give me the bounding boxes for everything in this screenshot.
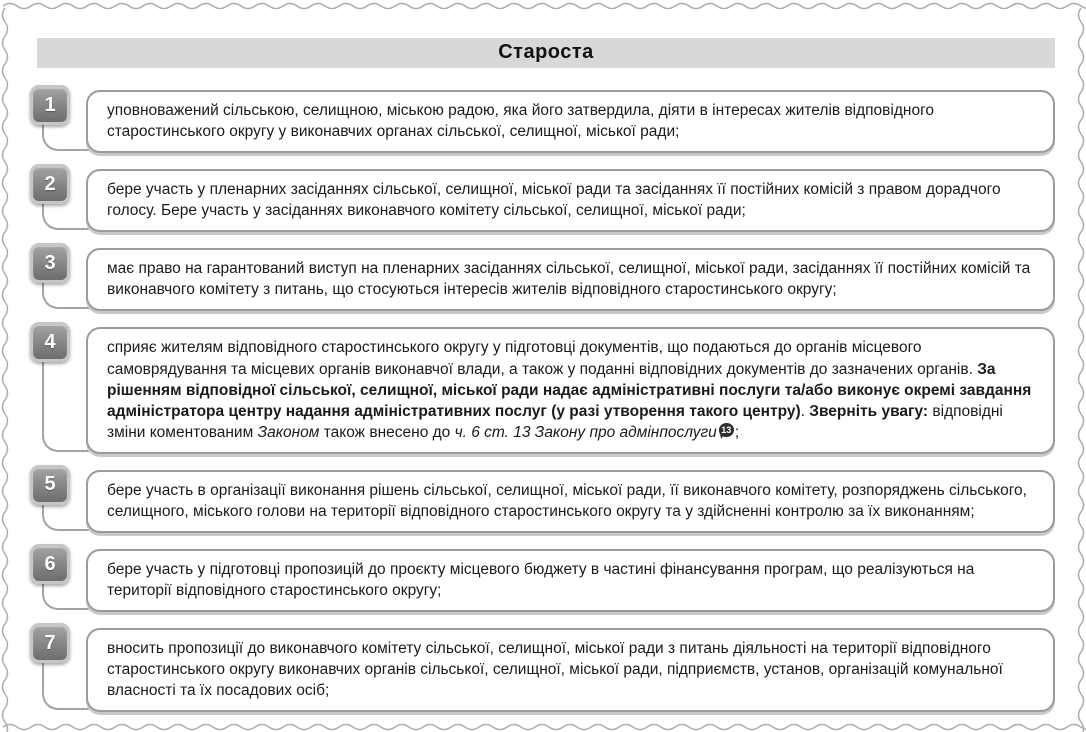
list-item-4 [30,327,1055,453]
item-text-box [86,470,1055,533]
item-text-box [86,169,1055,232]
item-text: бере участь в організації виконання рішень сільської, селищної, міської ради, її виконавчого комітету, розпоряджень сільського, селищного, міського голови на території відповідного старостинського округу та у здійсненні контролю за їх виконанням; [107,481,1027,520]
item-text: вносить пропозиції до виконавчого комітету сільської, селищної, міської ради з питань діяльності на території відповідного старостинського округу виконавчих органів сільської, селищної, міської ради, підприємств, установ, організацій комунальної власності та їх посадових осіб; [107,640,1003,700]
item-text: бере участь у пленарних засіданнях сільської, селищної, міської ради та засіданнях її постійних комісій з правом дорадчого голосу. Бере участь у засіданнях виконавчого комітету сільської, селищної, міської ради; [107,181,1001,220]
text-regular: відповідні зміни коментованим [107,402,1003,441]
item-number: 6 [44,552,56,575]
text-italic: ч. 6 ст. 13 Закону про адмінпослуги [454,423,717,441]
item-number-badge [30,465,70,505]
item-text-box [86,628,1055,712]
text-regular: . [800,402,810,420]
list-item-2 [30,169,1055,232]
item-number-badge [30,85,70,125]
item-text [107,337,1037,442]
text-italic: Законом [257,423,320,441]
list-item-5 [30,470,1055,533]
text-bold: Зверніть увагу: [809,402,929,420]
list-item-1 [30,90,1055,153]
item-text: уповноважений сільською, селищною, міською радою, яка його затвердила, діяти в інтересах жителів відповідного старостинського округу у виконавчих органах сільської, селищної, міської ради; [107,102,935,141]
item-number-badge [30,164,70,204]
text-bold: За рішенням відповідної сільської, селищної, міської ради надає адміністративні послуги та/або виконує окремі завдання адміністратора центру надання адміністративних послуг (у разі утворення такого центру) [107,360,1032,420]
text-regular: сприяє жителям відповідного старостинського округу у підготовці документів, що подаються до органів місцевого самоврядування та місцевих органів виконавчої влади, а також у поданні відповідних документів до зазначених органів. [107,339,978,378]
item-text: має право на гарантований виступ на пленарних засіданнях сільської, селищної, міської ради, засіданнях її постійних комісій та виконавчого комітету з питань, що стосуються інтересів жителів відповідного старостинського округу; [107,260,1031,299]
footnote-bubble-icon: 13 [719,423,734,437]
list-item-3 [30,248,1055,311]
text-regular: також внесено до [319,423,455,441]
item-number: 1 [44,93,56,116]
item-text-box [86,90,1055,153]
text-regular: ; [734,423,740,441]
item-number: 4 [44,330,56,353]
item-text-box [86,248,1055,311]
item-number: 3 [44,251,56,274]
item-number-badge [30,544,70,584]
item-number: 2 [44,172,56,195]
page-title: Староста [37,38,1055,68]
item-text-box [86,549,1055,612]
item-number: 7 [44,631,56,654]
list-item-7 [30,628,1055,712]
item-text-box [86,327,1055,453]
item-number-badge [30,322,70,362]
item-text: бере участь у підготовці пропозицій до проєкту місцевого бюджету в частині фінансування програм, що реалізуються на території відповідного старостинського округу; [107,561,975,600]
item-number: 5 [44,473,56,496]
list-item-6 [30,549,1055,612]
item-number-badge [30,623,70,663]
item-number-badge [30,243,70,283]
